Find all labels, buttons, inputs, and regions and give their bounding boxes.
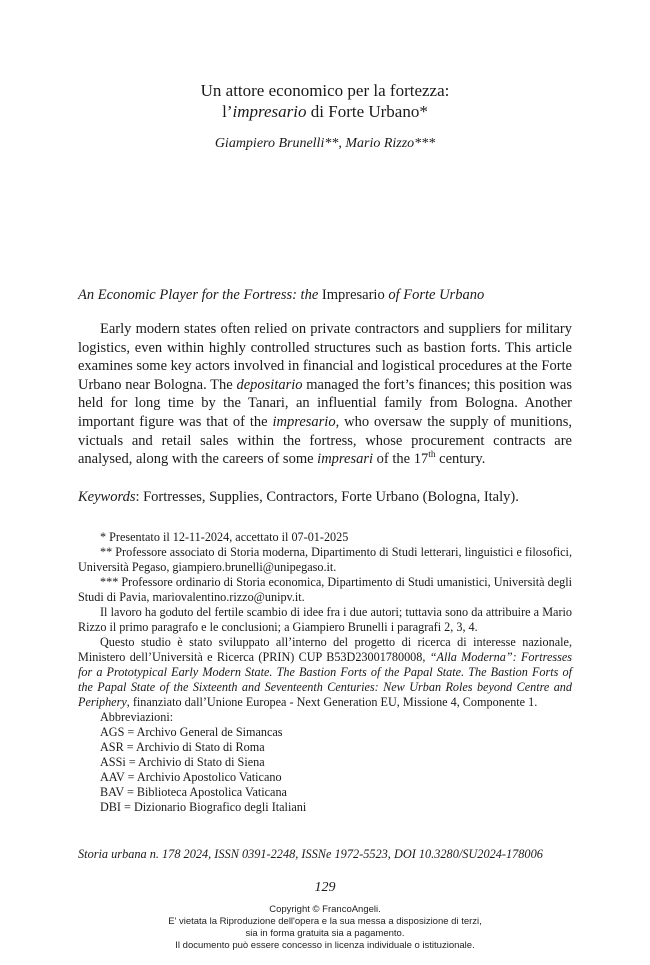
footnote-1: * Presentato il 12-11-2024, accettato il 07-01-2025 [100,530,349,544]
title-line-2 [0,101,650,122]
title-line-2-suffix: di Forte Urbano* [306,102,428,121]
keywords-text: : Fortresses, Supplies, Contractors, Forte Urbano (Bologna, Italy). [135,489,519,505]
abstract-paragraph [78,320,572,469]
footnote-4: Il lavoro ha goduto del fertile scambio di idee fra i due autori; tuttavia sono da attribuire a Mario Rizzo il primo paragrafo e le conclusioni; a Giampiero Brunelli i paragrafi 2, 3, 4. [78,605,572,634]
abstract-text-5: century. [435,451,486,468]
abbreviation-item: BAV = Biblioteca Apostolica Vaticana [100,785,287,799]
title-line-2-prefix: l’ [222,102,233,121]
page-number: 129 [314,880,336,895]
copyright-line-1: Copyright © FrancoAngeli. [269,904,381,915]
abbreviations-list [78,725,572,815]
abbreviation-item: ASR = Archivio di Stato di Roma [100,740,265,754]
keywords-label: Keywords [78,489,136,505]
english-title-part-3: of Forte Urbano [384,287,485,303]
article-title [0,80,650,122]
english-title-part-2: Impresario [321,287,385,303]
english-title [78,287,578,304]
abstract-text-1: Early modern states often relied on private contractors and suppliers for military logistics, even within highly controlled structures such as bastion forts. This article examines some key actors involved in financial and logistical procedures at the Forte Urbano near Bologna. The [78,321,572,393]
abbreviations-title: Abbreviazioni: [100,710,174,724]
footnote-5 [78,635,572,710]
abstract-italic-3: impresari [317,451,374,468]
abstract-text-3: , who oversaw the supply of munitions, victuals and retail sales within the fortress, whose procurement contracts are analysed, along with the careers of some [78,413,572,468]
footnote-3: *** Professore ordinario di Storia economica, Dipartimento di Studi umanistici, Università degli Studi di Pavia, mariovalentino.rizzo@unipv.it. [78,575,572,604]
journal-citation: Storia urbana n. 178 2024, ISSN 0391-2248, ISSNe 1972-5523, DOI 10.3280/SU2024-178006 [78,847,543,861]
abbreviation-item: ASSi = Archivio di Stato di Siena [100,755,265,769]
abbreviation-item: AGS = Archivo General de Simancas [100,725,283,739]
title-line-2-italic: impresario [232,102,307,121]
abstract [78,320,572,469]
abbreviation-item: DBI = Dizionario Biografico degli Italiani [100,800,307,814]
abbreviation-item: AAV = Archivio Apostolico Vaticano [100,770,282,784]
english-title-part-1: An Economic Player for the Fortress: the [78,287,322,303]
abstract-superscript: th [428,450,436,461]
keywords [78,489,578,506]
copyright-line-2: E' vietata la Riproduzione dell'opera e la sua messa a disposizione di terzi, [168,916,482,927]
footnote-5-text-a: Questo studio è stato sviluppato all’interno del progetto di ricerca di interesse nazionale, Ministero dell’Università e Ricerca (PRIN) CUP B53D23001780008, [78,635,572,664]
abstract-italic-1: depositario [236,376,303,393]
title-line-1: Un attore economico per la fortezza: [200,81,450,100]
abstract-text-2: managed the fort’s finances; this position was held for long time by the Tanari, an influential family from Bologna. Another important figure was that of the [78,376,572,430]
copyright-notice [0,904,650,952]
authors: Giampiero Brunelli**, Mario Rizzo*** [214,136,436,151]
footnote-5-italic: “Alla Moderna”: Fortresses for a Prototypical Early Modern State. The Bastion Forts of the Papal State. The Bastion Forts of the Papal State of the Sixteenth and Seventeenth Centuries: New Urban Roles beyond Centre and Periphery [78,650,572,709]
copyright-line-3: sia in forma gratuita sia a pagamento. [245,928,405,939]
copyright-line-4: Il documento può essere concesso in licenza individuale o istituzionale. [175,940,475,951]
footnote-2: ** Professore associato di Storia moderna, Dipartimento di Studi letterari, linguistici e filosofici, Università Pegaso, giampiero.brunelli@unipegaso.it. [78,545,572,574]
abstract-text-4: of the 17 [373,451,429,468]
abstract-italic-2: impresario [272,413,336,430]
footnote-5-text-b: , finanziato dall’Unione Europea - Next Generation EU, Missione 4, Componente 1. [126,695,538,709]
footnotes [78,530,572,815]
